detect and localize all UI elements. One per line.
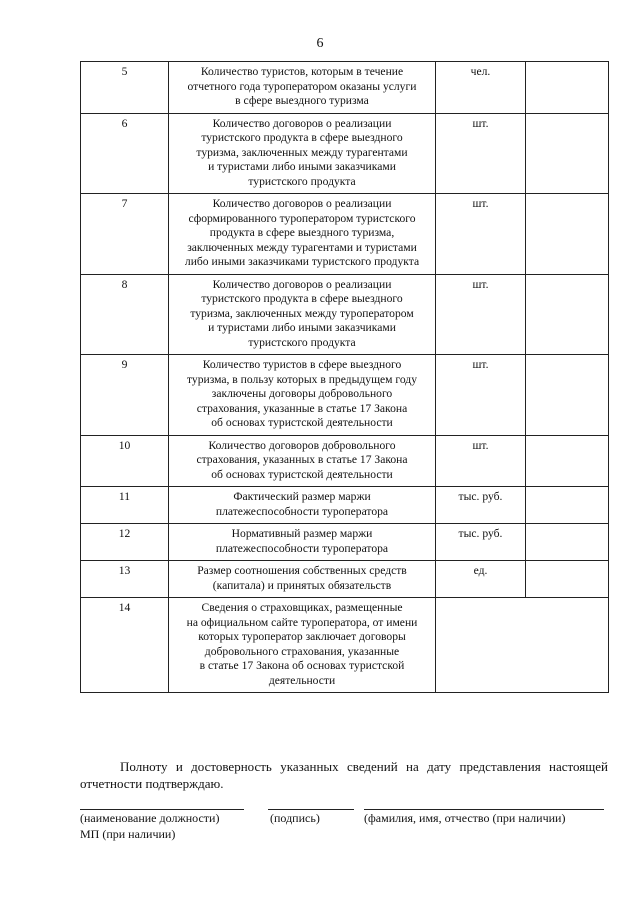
description-line: туристского продукта в сфере выездного bbox=[201, 292, 403, 305]
description-line: и туристами либо иными заказчиками bbox=[208, 160, 396, 173]
description-line: страхования, указанные в статье 17 Закона bbox=[196, 401, 408, 415]
row-unit: шт. bbox=[436, 194, 526, 275]
description-line: Количество договоров о реализации bbox=[212, 277, 392, 291]
position-label: (наименование должности) bbox=[80, 811, 220, 825]
table-row bbox=[81, 62, 609, 114]
description-line: Нормативный размер маржи bbox=[231, 527, 373, 540]
row-description bbox=[169, 487, 436, 524]
description-line: туристского продукта bbox=[248, 335, 356, 349]
table-row bbox=[81, 598, 609, 693]
row-unit: шт. bbox=[436, 355, 526, 436]
description-line: которых туроператор заключает договоры bbox=[198, 630, 406, 643]
row-value bbox=[526, 561, 609, 598]
description-line: Размер соотношения собственных средств bbox=[197, 564, 407, 577]
row-unit: шт. bbox=[436, 274, 526, 355]
row-unit: ед. bbox=[436, 561, 526, 598]
confirmation-statement: Полноту и достоверность указанных сведений на дату представления настоящей отчетности подтверждаю. bbox=[80, 759, 608, 791]
row-description bbox=[169, 113, 436, 194]
row-description bbox=[169, 435, 436, 487]
description-line: об основах туристской деятельности bbox=[211, 416, 393, 429]
row-description bbox=[169, 355, 436, 436]
description-line: отчетного года туроператором оказаны услуги bbox=[187, 79, 417, 93]
row-description bbox=[169, 274, 436, 355]
row-value bbox=[526, 355, 609, 436]
stamp-label: МП (при наличии) bbox=[80, 827, 176, 841]
description-line: деятельности bbox=[268, 673, 336, 687]
description-line: платежеспособности туроператора bbox=[215, 541, 389, 555]
row-unit: чел. bbox=[436, 62, 526, 114]
row-value bbox=[526, 524, 609, 561]
table-row bbox=[81, 194, 609, 275]
table-row bbox=[81, 524, 609, 561]
description-line: туризма, в пользу которых в предыдущем году bbox=[186, 372, 418, 386]
description-line: туризма, заключенных между турагентами bbox=[196, 145, 408, 159]
description-line: об основах туристской деятельности bbox=[211, 467, 393, 481]
description-line: и туристами либо иными заказчиками bbox=[208, 321, 396, 334]
description-line: продукта в сфере выездного туризма, bbox=[209, 226, 395, 239]
table-row bbox=[81, 435, 609, 487]
row-number: 7 bbox=[81, 194, 169, 275]
description-line: в сфере выездного туризма bbox=[235, 94, 369, 107]
merged-value-cell bbox=[436, 598, 609, 693]
row-description bbox=[169, 561, 436, 598]
description-line: (капитала) и принятых обязательств bbox=[212, 578, 392, 592]
row-description bbox=[169, 524, 436, 561]
description-line: либо иными заказчиками туристского продукта bbox=[184, 255, 420, 268]
signature-line bbox=[268, 809, 354, 810]
description-line: Фактический размер маржи bbox=[233, 490, 371, 503]
row-value bbox=[526, 62, 609, 114]
description-line: Количество договоров добровольного bbox=[208, 438, 396, 452]
row-unit: шт. bbox=[436, 435, 526, 487]
description-line: сформированного туроператором туристского bbox=[188, 211, 416, 225]
row-value bbox=[526, 487, 609, 524]
page-number: 6 bbox=[316, 36, 324, 51]
report-table-body bbox=[81, 62, 609, 693]
row-value bbox=[526, 194, 609, 275]
description-line: Сведения о страховщиках, размещенные bbox=[201, 601, 403, 614]
row-description bbox=[169, 598, 436, 693]
row-number: 6 bbox=[81, 113, 169, 194]
table-row bbox=[81, 113, 609, 194]
description-line: добровольного страхования, указанные bbox=[204, 644, 400, 658]
description-line: Количество договоров о реализации bbox=[212, 116, 392, 130]
description-line: заключены договоры добровольного bbox=[211, 387, 393, 400]
row-number: 8 bbox=[81, 274, 169, 355]
row-number: 9 bbox=[81, 355, 169, 436]
row-value bbox=[526, 274, 609, 355]
description-line: туристского продукта в сфере выездного bbox=[201, 131, 403, 144]
table-row bbox=[81, 561, 609, 598]
row-number: 12 bbox=[81, 524, 169, 561]
row-number: 14 bbox=[81, 598, 169, 693]
row-value bbox=[526, 435, 609, 487]
row-unit: тыс. руб. bbox=[436, 487, 526, 524]
position-signature-line bbox=[80, 809, 244, 810]
description-line: Количество туристов, которым в течение bbox=[200, 65, 404, 78]
row-unit: шт. bbox=[436, 113, 526, 194]
description-line: в статье 17 Закона об основах туристской bbox=[199, 659, 405, 672]
description-line: на официальном сайте туроператора, от имени bbox=[186, 615, 418, 629]
signature-label: (подпись) bbox=[270, 811, 320, 825]
description-line: Количество договоров о реализации bbox=[212, 197, 392, 210]
row-unit: тыс. руб. bbox=[436, 524, 526, 561]
full-name-label: (фамилия, имя, отчество (при наличии) bbox=[364, 811, 566, 825]
row-number: 11 bbox=[81, 487, 169, 524]
table-row bbox=[81, 355, 609, 436]
description-line: платежеспособности туроператора bbox=[215, 504, 389, 518]
row-number: 13 bbox=[81, 561, 169, 598]
table-row bbox=[81, 487, 609, 524]
table-row bbox=[81, 274, 609, 355]
description-line: Количество туристов в сфере выездного bbox=[202, 358, 402, 371]
description-line: туристского продукта bbox=[248, 174, 356, 188]
row-number: 5 bbox=[81, 62, 169, 114]
row-value bbox=[526, 113, 609, 194]
name-signature-line bbox=[364, 809, 604, 810]
row-number: 10 bbox=[81, 435, 169, 487]
row-description bbox=[169, 62, 436, 114]
description-line: заключенных между турагентами и туристами bbox=[187, 240, 417, 254]
description-line: туризма, заключенных между туроператором bbox=[190, 306, 414, 320]
row-description bbox=[169, 194, 436, 275]
report-table bbox=[80, 61, 609, 693]
description-line: страхования, указанных в статье 17 Закона bbox=[196, 453, 408, 466]
